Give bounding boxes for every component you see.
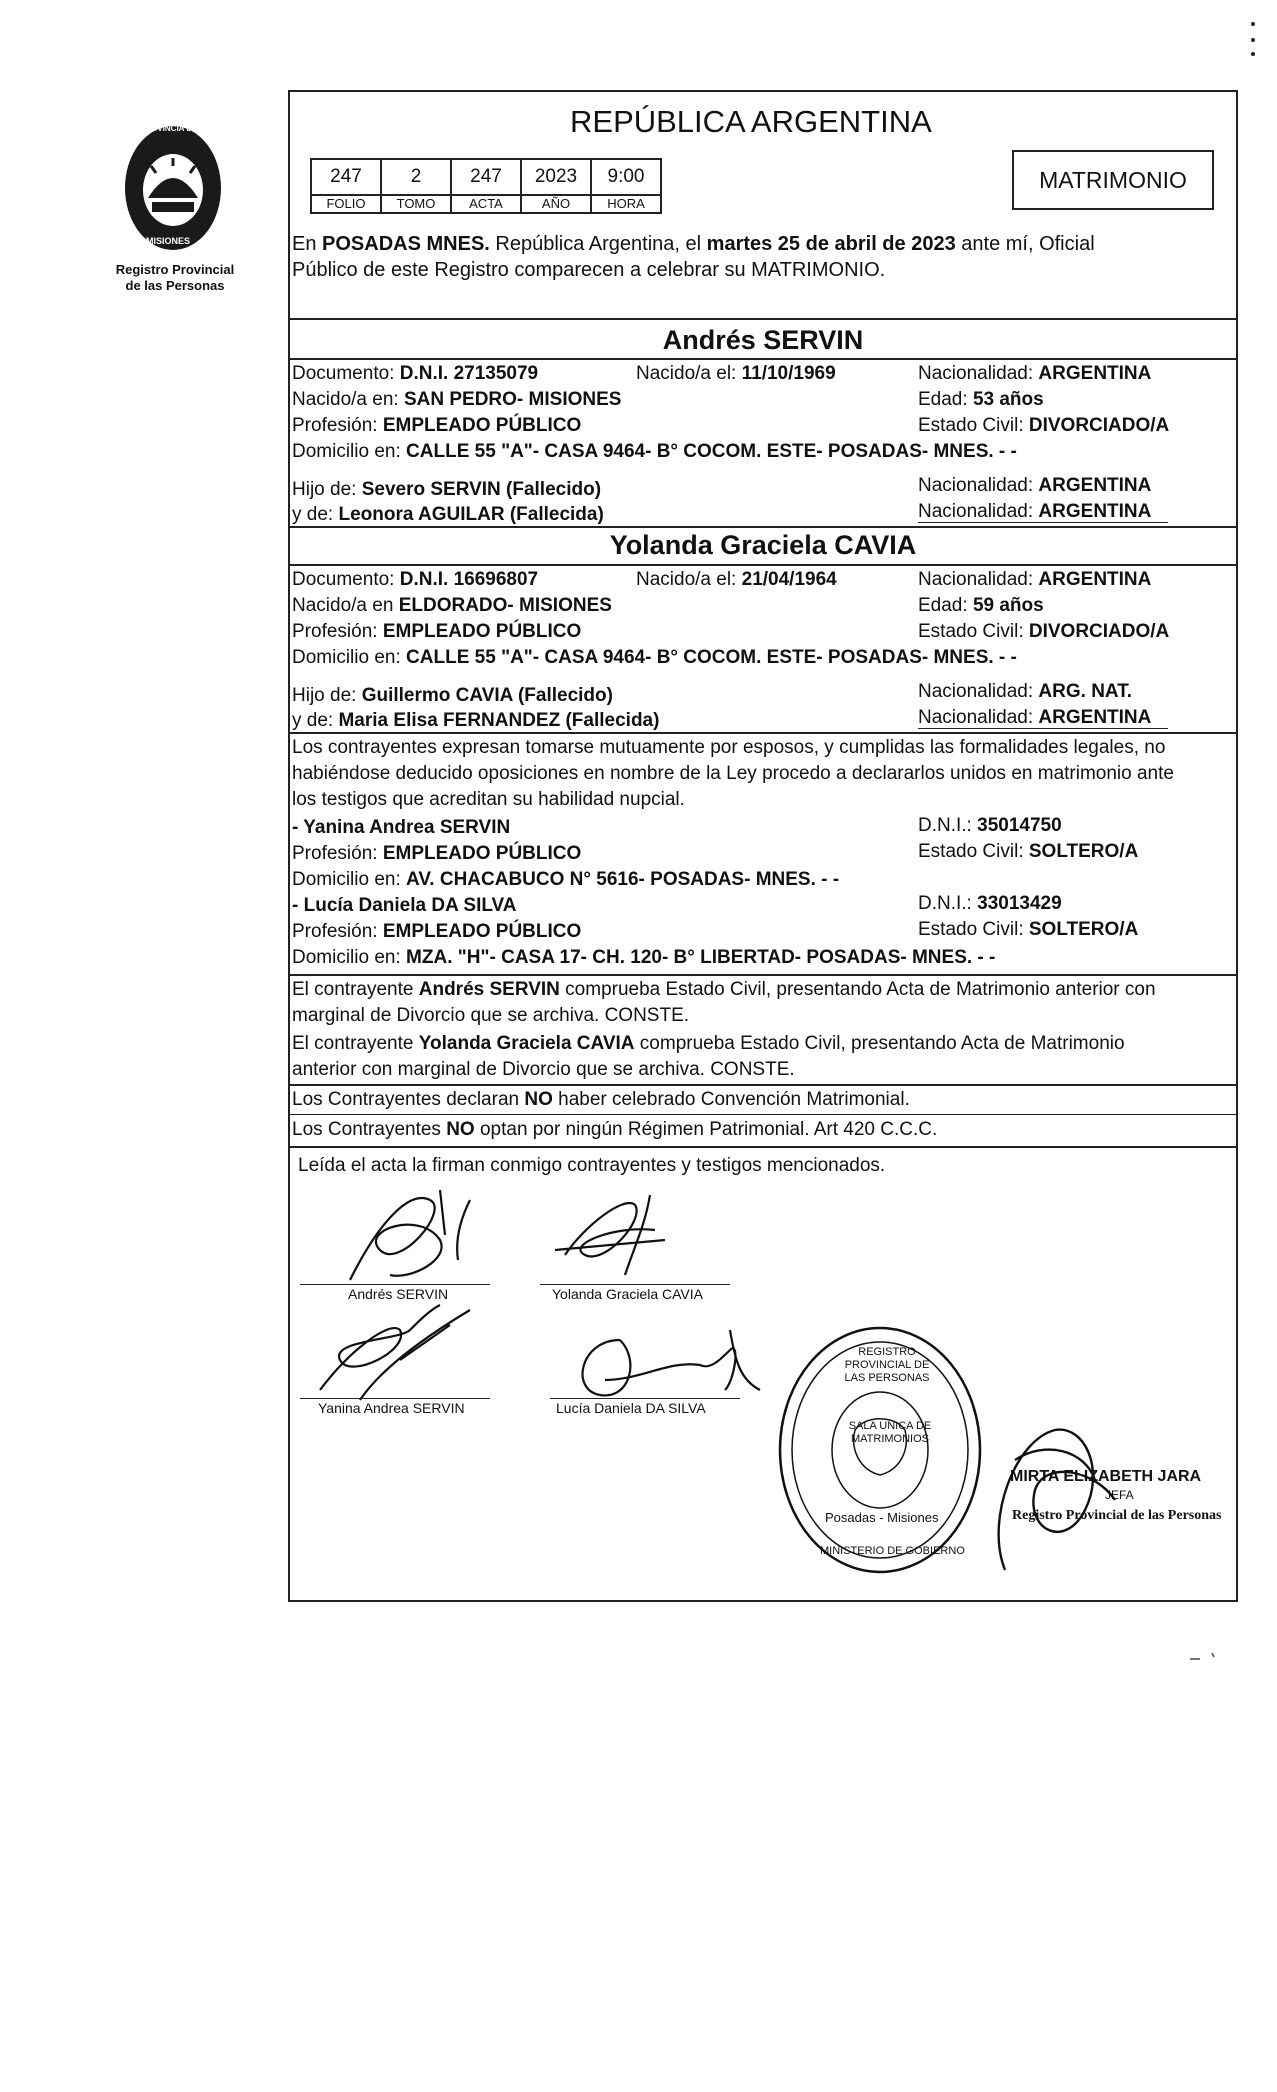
- spouse1-father: [292, 478, 601, 502]
- witness1-address: [292, 868, 839, 892]
- n2-name: Yolanda Graciela CAVIA: [418, 1033, 635, 1054]
- sig-caption-yanina: Yanina Andrea SERVIN: [318, 1400, 465, 1416]
- value: CALLE 55 "A"- CASA 9464- B° COCOM. ESTE- POSADAS- MNES. - -: [406, 647, 1017, 668]
- value: SOLTERO/A: [1028, 841, 1139, 862]
- value: ARGENTINA: [1038, 475, 1152, 496]
- witness1-civil: [918, 840, 1138, 864]
- value: MZA. "H"- CASA 17- CH. 120- B° LIBERTAD- POSADAS- MNES. - -: [406, 947, 996, 968]
- convention-line: [292, 1088, 910, 1112]
- label: Edad:: [918, 595, 973, 616]
- regime-line: [292, 1118, 937, 1142]
- label: Domicilio en:: [292, 441, 407, 462]
- spouse2-born: [636, 568, 837, 592]
- intro-pre: En: [292, 233, 323, 255]
- note1-line2: marginal de Divorcio que se archiva. CONSTE.: [292, 1005, 690, 1026]
- note2-line1: [292, 1032, 1125, 1056]
- witness1-profession: [292, 842, 581, 866]
- label: Estado Civil:: [918, 841, 1029, 862]
- c2-pre: Los Contrayentes: [292, 1119, 447, 1140]
- folio-value: 247: [310, 158, 382, 196]
- spouse1-name: Andrés SERVIN: [662, 325, 864, 355]
- n1-name: Andrés SERVIN: [418, 979, 560, 1000]
- sig-caption-andres: Andrés SERVIN: [348, 1286, 449, 1302]
- official-office: Registro Provincial de las Personas: [1012, 1508, 1222, 1523]
- value: AV. CHACABUCO N° 5616- POSADAS- MNES. - -: [406, 869, 840, 890]
- reading-line: Leída el acta la firman conmigo contrayentes y testigos mencionados.: [298, 1155, 886, 1176]
- label: y de:: [292, 504, 339, 525]
- label: Documento:: [292, 569, 400, 590]
- folio-caption: FOLIO: [310, 194, 382, 214]
- spouse2-document: [292, 568, 538, 592]
- value: Maria Elisa FERNANDEZ (Fallecida): [338, 710, 660, 731]
- spouse1-nationality: [918, 362, 1151, 386]
- spouse1-civil: [918, 414, 1169, 438]
- value: ARGENTINA: [1038, 707, 1152, 728]
- value: ELDORADO- MISIONES: [398, 595, 612, 616]
- label: Nacido/a en: [292, 595, 399, 616]
- logo-seal-bottom-text: MISIONES: [146, 236, 191, 246]
- witness2-name: - Lucía Daniela DA SILVA: [292, 895, 517, 916]
- spouse2-profession: [292, 620, 581, 644]
- value: 33013429: [977, 893, 1062, 914]
- value: 21/04/1964: [741, 569, 837, 590]
- value: EMPLEADO PÚBLICO: [382, 921, 582, 942]
- intro-place: POSADAS MNES.: [322, 233, 490, 255]
- spouse1-father-nat: [918, 474, 1151, 498]
- label: Hijo de:: [292, 685, 362, 706]
- label: y de:: [292, 710, 339, 731]
- value: Leonora AGUILAR (Fallecida): [338, 504, 604, 525]
- spouse2-birthplace: [292, 594, 612, 618]
- declaration-line1: Los contrayentes expresan tomarse mutuamente por esposos, y cumplidas las formalidades legales, no: [292, 737, 1166, 758]
- label: Domicilio en:: [292, 947, 407, 968]
- label: Estado Civil:: [918, 415, 1029, 436]
- c1-no: NO: [524, 1089, 553, 1110]
- spouse1-age: [918, 388, 1044, 412]
- acta-value: 247: [450, 158, 522, 196]
- label: Documento:: [292, 363, 400, 384]
- spouse1-mother-nat: [918, 500, 1151, 524]
- record-type: MATRIMONIO: [1039, 167, 1187, 193]
- value: DIVORCIADO/A: [1028, 621, 1170, 642]
- value: EMPLEADO PÚBLICO: [382, 415, 582, 436]
- witness2-profession: [292, 920, 581, 944]
- label: Domicilio en:: [292, 647, 407, 668]
- spouse2-name: Yolanda Graciela CAVIA: [609, 530, 917, 560]
- witness2-civil: [918, 918, 1138, 942]
- hora-value: 9:00: [590, 158, 662, 196]
- spouse1-birthplace: [292, 388, 621, 412]
- tomo-caption: TOMO: [380, 194, 452, 214]
- n2-post: comprueba Estado Civil, presentando Acta de Matrimonio: [634, 1033, 1125, 1054]
- value: 59 años: [972, 595, 1044, 616]
- value: 11/10/1969: [741, 363, 836, 384]
- scan-mark: [1190, 1650, 1220, 1662]
- spouse2-civil: [918, 620, 1169, 644]
- stamp-outer-text: REGISTRO PROVINCIAL DE LAS PERSONAS: [844, 1346, 930, 1384]
- record-type-box: [1012, 150, 1214, 210]
- declaration-line3: los testigos que acreditan su habilidad nupcial.: [292, 789, 685, 810]
- signature-lucia: [560, 1320, 770, 1410]
- value: ARGENTINA: [1038, 363, 1152, 384]
- spouse2-age: [918, 594, 1044, 618]
- signature-andres: [320, 1180, 500, 1295]
- intro-line1: [292, 232, 1095, 256]
- c1-post: haber celebrado Convención Matrimonial.: [552, 1089, 910, 1110]
- logo-seal-top-text: PROVINCIA DE: [140, 124, 198, 133]
- spouse1-address: [292, 440, 1017, 464]
- value: ARGENTINA: [1038, 569, 1152, 590]
- value: 35014750: [977, 815, 1062, 836]
- sig-caption-yolanda: Yolanda Graciela CAVIA: [552, 1286, 703, 1302]
- margin-dots: [1250, 20, 1256, 60]
- spouse1-profession: [292, 414, 581, 438]
- anio-caption: AÑO: [520, 194, 592, 214]
- n1-pre: El contrayente: [292, 979, 419, 1000]
- label: D.N.I.:: [918, 815, 978, 836]
- value: EMPLEADO PÚBLICO: [382, 621, 582, 642]
- stamp-bottom-text: MINISTERIO DE GOBIERNO: [820, 1545, 965, 1557]
- official-name: MIRTA ELIZABETH JARA: [1010, 1468, 1202, 1485]
- witness1-dni: [918, 814, 1062, 838]
- label: Nacionalidad:: [918, 569, 1039, 590]
- stamp-inner-text: SALA UNICA DE MATRIMONIOS: [848, 1420, 932, 1445]
- acta-caption: ACTA: [450, 194, 522, 214]
- spouse2-address: [292, 646, 1017, 670]
- hora-caption: HORA: [590, 194, 662, 214]
- value: 53 años: [972, 389, 1044, 410]
- intro-date: martes 25 de abril de 2023: [706, 233, 956, 255]
- label: Nacionalidad:: [918, 501, 1039, 522]
- witness2-address: [292, 946, 995, 970]
- n1-post: comprueba Estado Civil, presentando Acta de Matrimonio anterior con: [559, 979, 1156, 1000]
- c1-pre: Los Contrayentes declaran: [292, 1089, 525, 1110]
- logo-caption-line1: Registro Provincial: [115, 262, 235, 277]
- value: DIVORCIADO/A: [1028, 415, 1170, 436]
- signature-yolanda: [545, 1185, 695, 1285]
- label: Edad:: [918, 389, 973, 410]
- country-title: REPÚBLICA ARGENTINA: [570, 104, 932, 139]
- label: Profesión:: [292, 843, 383, 864]
- value: SAN PEDRO- MISIONES: [403, 389, 622, 410]
- value: Guillermo CAVIA (Fallecido): [361, 685, 613, 706]
- label: D.N.I.:: [918, 893, 978, 914]
- sig-caption-lucia: Lucía Daniela DA SILVA: [556, 1400, 706, 1416]
- logo-caption-line2: de las Personas: [125, 278, 225, 293]
- label: Nacido/a el:: [636, 569, 742, 590]
- value: D.N.I. 16696807: [399, 569, 539, 590]
- value: ARGENTINA: [1038, 501, 1152, 522]
- label: Nacido/a en:: [292, 389, 404, 410]
- witness1-name: - Yanina Andrea SERVIN: [292, 817, 511, 838]
- note2-line2: anterior con marginal de Divorcio que se archiva. CONSTE.: [292, 1059, 795, 1080]
- spouse1-document: [292, 362, 538, 386]
- label: Nacionalidad:: [918, 475, 1039, 496]
- spouse2-nationality: [918, 568, 1151, 592]
- spouse2-mother-nat: [918, 706, 1151, 730]
- label: Profesión:: [292, 621, 383, 642]
- label: Profesión:: [292, 415, 383, 436]
- signature-yanina: [300, 1300, 490, 1410]
- anio-value: 2023: [520, 158, 592, 196]
- value: ARG. NAT.: [1038, 681, 1133, 702]
- spouse1-mother: [292, 503, 604, 527]
- official-role: JEFA: [1105, 1488, 1134, 1502]
- spouse2-father: [292, 684, 613, 708]
- note1-line1: [292, 978, 1156, 1002]
- value: SOLTERO/A: [1028, 919, 1139, 940]
- n2-pre: El contrayente: [292, 1033, 419, 1054]
- intro-line2: Público de este Registro comparecen a celebrar su MATRIMONIO.: [292, 259, 886, 281]
- spouse1-born: [636, 362, 836, 386]
- label: Estado Civil:: [918, 919, 1029, 940]
- intro-mid: República Argentina, el: [489, 233, 707, 255]
- label: Profesión:: [292, 921, 383, 942]
- label: Nacionalidad:: [918, 681, 1039, 702]
- label: Estado Civil:: [918, 621, 1029, 642]
- label: Nacido/a el:: [636, 363, 742, 384]
- spouse2-mother: [292, 709, 659, 733]
- stamp-city-text: Posadas - Misiones: [825, 1510, 939, 1525]
- value: EMPLEADO PÚBLICO: [382, 843, 582, 864]
- value: D.N.I. 27135079: [399, 363, 539, 384]
- witness2-dni: [918, 892, 1062, 916]
- value: Severo SERVIN (Fallecido): [361, 479, 602, 500]
- label: Nacionalidad:: [918, 707, 1039, 728]
- intro-post: ante mí, Oficial: [955, 233, 1095, 255]
- declaration-line2: habiéndose deducido oposiciones en nombre de la Ley procedo a declararlos unidos en matrimonio ante: [292, 763, 1174, 784]
- c2-no: NO: [446, 1119, 475, 1140]
- label: Domicilio en:: [292, 869, 407, 890]
- spouse2-father-nat: [918, 680, 1132, 704]
- c2-post: optan por ningún Régimen Patrimonial. Art 420 C.C.C.: [474, 1119, 938, 1140]
- label: Hijo de:: [292, 479, 362, 500]
- label: Nacionalidad:: [918, 363, 1039, 384]
- value: CALLE 55 "A"- CASA 9464- B° COCOM. ESTE- POSADAS- MNES. - -: [406, 441, 1017, 462]
- tomo-value: 2: [380, 158, 452, 196]
